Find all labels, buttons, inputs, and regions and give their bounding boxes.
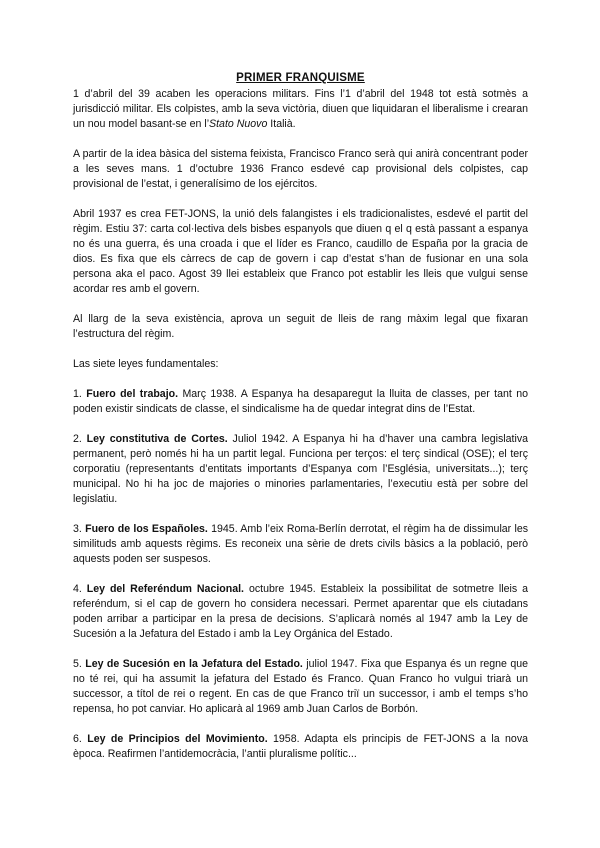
law-item [73, 732, 528, 762]
law-description: 1958. Adapta els principis de FET-JONS a la nova època. Reafirmen l’antidemocràcia, l’antii pluralisme polític... [73, 733, 529, 760]
law-name: Fuero de los Españoles. [85, 523, 208, 535]
law-number: 4. [73, 583, 87, 595]
paragraph-franco-power: A partir de la idea bàsica del sistema feixista, Francisco Franco serà qui anirà concentrant poder a les seves mans. 1 d’octubre 1936 Franco esdevé cap provisional dels colpistes, cap provisional de l’estat, i generalísimo de los ejércitos. [73, 148, 528, 190]
law-item [73, 582, 528, 642]
law-name: Ley constitutiva de Cortes. [86, 433, 228, 445]
paragraph-laws-intro: Al llarg de la seva existència, aprova un seguit de lleis de rang màxim legal que fixaran l’estructura del règim. [73, 313, 528, 340]
law-number: 1. [73, 388, 87, 400]
stato-nuovo-italic: Stato Nuovo [209, 118, 268, 130]
law-number: 5. [73, 658, 86, 670]
law-description: juliol 1947. Fixa que Espanya és un regne que no té rei, qui ha assumit la jefatura del Estado és Franco. Quan Franco ho vulgui triarà un successor, a títol de rei o regent. En cas de que Franco triï un successor, i amb el temps s’ho repensa, ho pot canviar. Ho aplicarà al 1969 amb Juan Carlos de Borbón. [73, 658, 529, 715]
law-number: 6. [73, 733, 88, 745]
document-page [73, 71, 528, 777]
law-item [73, 657, 528, 717]
law-description: Març 1938. A Espanya ha desaparegut la lluita de classes, per tant no poden existir sindicats de classe, el sindicalisme ha de quedar integrat dins de l’Estat. [73, 388, 529, 415]
paragraph-intro-text: 1 d’abril del 39 acaben les operacions militars. Fins l’1 d’abril del 1948 tot està sotmès a jurisdicció militar. Els colpistes, amb la seva victòria, diuen que liquidaran el liberalisme i crearan un nou model basant-se en l’ [73, 88, 528, 130]
law-description: 1945. Amb l’eix Roma-Berlín derrotat, el règim ha de dissimular les similituds amb aquests règims. Es reconeix una sèrie de drets civils bàsics a la població, però aquests poden ser suspesos. [73, 523, 529, 565]
law-item [73, 432, 528, 507]
law-description: Juliol 1942. A Espanya hi ha d’haver una cambra legislativa permanent, però només hi ha un partit legal. Funciona per terços: el terç sindical (OSE); el terç corporatiu (representants d’entitats importants d’Espanya com l’Església, universitats...); terç municipal. No hi ha joc de majories o minories parlamentaries, l’executiu està per sobre del legislatiu. [73, 433, 529, 505]
law-number: 2. [73, 433, 87, 445]
law-item [73, 387, 528, 417]
law-description: octubre 1945. Estableix la possibilitat de sotmetre lleis a referéndum, si el cap de govern ho considera necessari. Permet aparentar que els ciutadans poden arribar a participar en la presa de decisions. S’aplicarà només al 1947 amb la Ley de Sucesión a la Jefatura del Estado i amb la Ley Orgánica del Estado. [73, 583, 528, 640]
law-name: Ley del Referéndum Nacional. [86, 583, 245, 595]
page-title: PRIMER FRANQUISME [236, 72, 365, 84]
law-number: 3. [73, 523, 86, 535]
law-item [73, 522, 528, 567]
paragraph-intro-end: Italià. [267, 118, 296, 130]
paragraph-intro [73, 87, 528, 132]
law-name: Ley de Principios del Movimiento. [87, 733, 268, 745]
law-name: Fuero del trabajo. [86, 388, 179, 400]
paragraph-fet-jons: Abril 1937 es crea FET-JONS, la unió dels falangistes i els tradicionalistes, esdevé el partit del règim. Estiu 37: carta col·lectiva dels bisbes espanyols que diuen q el q està passant a espanya no és una guerra, és una croada i que el líder es Franco, caudillo de España por la gracia de dios. Es fixa que els càrrecs de cap de govern i cap d’estat s’han de fusionar en una sola persona aka el paco. Agost 39 llei estableix que Franco pot establir les lleis que vulgui sense acordar res amb el govern. [73, 208, 528, 295]
law-name: Ley de Sucesión en la Jefatura del Estado. [85, 658, 303, 670]
paragraph-fundamental-laws-heading: Las siete leyes fundamentales: [73, 358, 219, 370]
